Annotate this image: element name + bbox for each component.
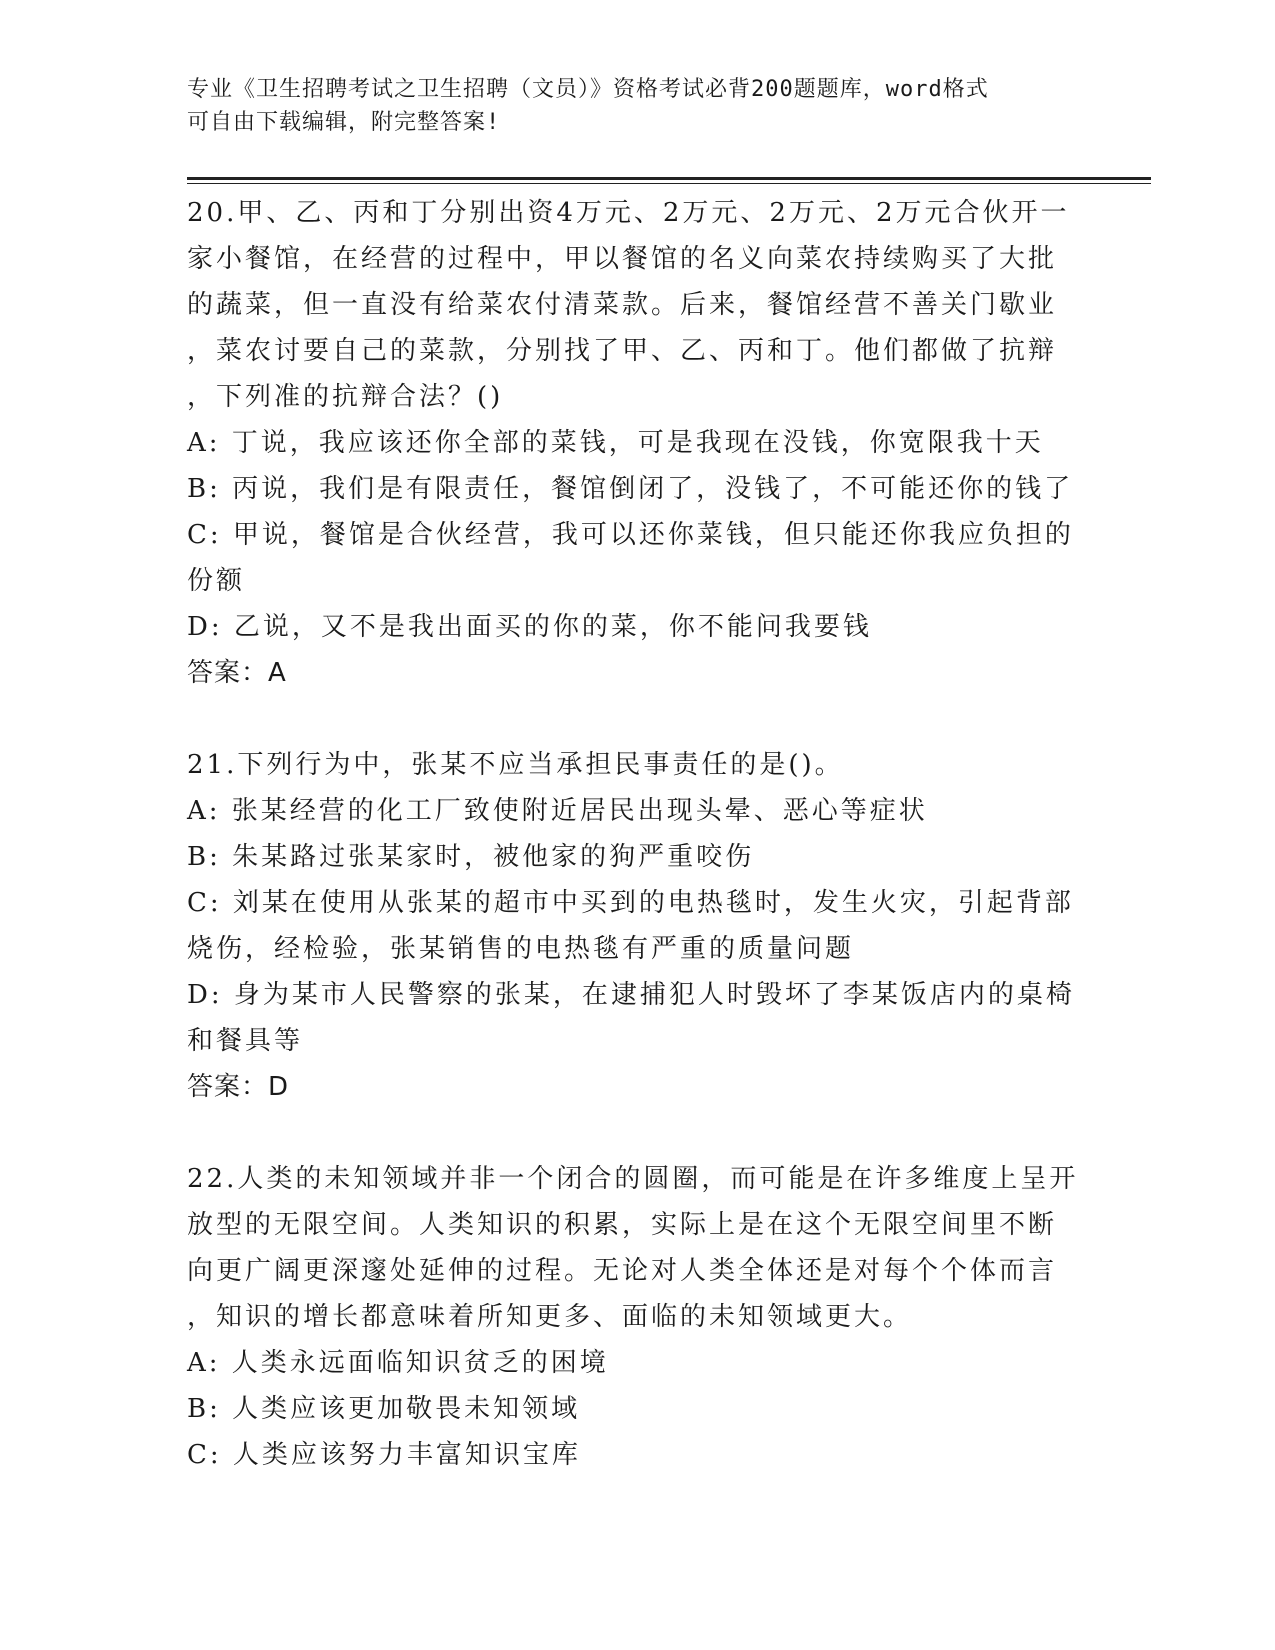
option-d: D: 身为某市人民警察的张某，在逮捕犯人时毁坏了李某饭店内的桌椅	[187, 980, 1075, 1010]
question-stem-line: 20.甲、乙、丙和丁分别出资4万元、2万元、2万元、2万元合伙开一	[187, 198, 1070, 228]
header-divider-thick	[187, 177, 1151, 180]
answer-label: 答案：A	[187, 658, 287, 688]
question-stem-line: ，下列准的抗辩合法？()	[187, 382, 504, 412]
question-22	[187, 1156, 1087, 1478]
question-stem-line: 的蔬菜，但一直没有给菜农付清菜款。后来，餐馆经营不善关门歇业	[187, 290, 1058, 320]
question-stem-line: 向更广阔更深邃处延伸的过程。无论对人类全体还是对每个个体而言	[187, 1256, 1058, 1286]
question-stem-line: 家小餐馆，在经营的过程中，甲以餐馆的名义向菜农持续购买了大批	[187, 244, 1058, 274]
question-20	[187, 190, 1087, 696]
option-b: B: 丙说，我们是有限责任，餐馆倒闭了，没钱了，不可能还你的钱了	[187, 474, 1074, 504]
question-stem-line: ，菜农讨要自己的菜款，分别找了甲、乙、丙和丁。他们都做了抗辩	[187, 336, 1058, 366]
option-b: B: 人类应该更加敬畏未知领域	[187, 1394, 581, 1424]
option-a: A: 张某经营的化工厂致使附近居民出现头晕、恶心等症状	[187, 796, 928, 826]
header-divider-thin	[187, 183, 1151, 184]
question-21	[187, 742, 1087, 1110]
document-header	[187, 73, 1067, 139]
option-d: D: 乙说，又不是我出面买的你的菜，你不能问我要钱	[187, 612, 872, 642]
option-d-continued: 和餐具等	[187, 1026, 304, 1056]
option-b: B: 朱某路过张某家时，被他家的狗严重咬伤	[187, 842, 755, 872]
header-title-line-2: 可自由下载编辑，附完整答案!	[187, 110, 501, 135]
option-c: C: 甲说，餐馆是合伙经营，我可以还你菜钱，但只能还你我应负担的	[187, 520, 1074, 550]
option-c: C: 刘某在使用从张某的超市中买到的电热毯时，发生火灾，引起背部	[187, 888, 1074, 918]
question-stem-line: 21.下列行为中，张某不应当承担民事责任的是()。	[187, 750, 844, 780]
option-a: A: 人类永远面临知识贫乏的困境	[187, 1348, 609, 1378]
question-stem-line: ，知识的增长都意味着所知更多、面临的未知领域更大。	[187, 1302, 913, 1332]
header-title-line-1: 专业《卫生招聘考试之卫生招聘（文员）》资格考试必背200题题库，word格式	[187, 77, 989, 102]
question-stem-line: 22.人类的未知领域并非一个闭合的圆圈，而可能是在许多维度上呈开	[187, 1164, 1079, 1194]
option-c: C: 人类应该努力丰富知识宝库	[187, 1440, 581, 1470]
option-a: A: 丁说，我应该还你全部的菜钱，可是我现在没钱，你宽限我十天	[187, 428, 1044, 458]
answer-label: 答案：D	[187, 1072, 290, 1102]
option-c-continued: 份额	[187, 566, 246, 596]
option-c-continued: 烧伤，经检验，张某销售的电热毯有严重的质量问题	[187, 934, 855, 964]
question-list	[187, 190, 1087, 1524]
question-stem-line: 放型的无限空间。人类知识的积累，实际上是在这个无限空间里不断	[187, 1210, 1058, 1240]
